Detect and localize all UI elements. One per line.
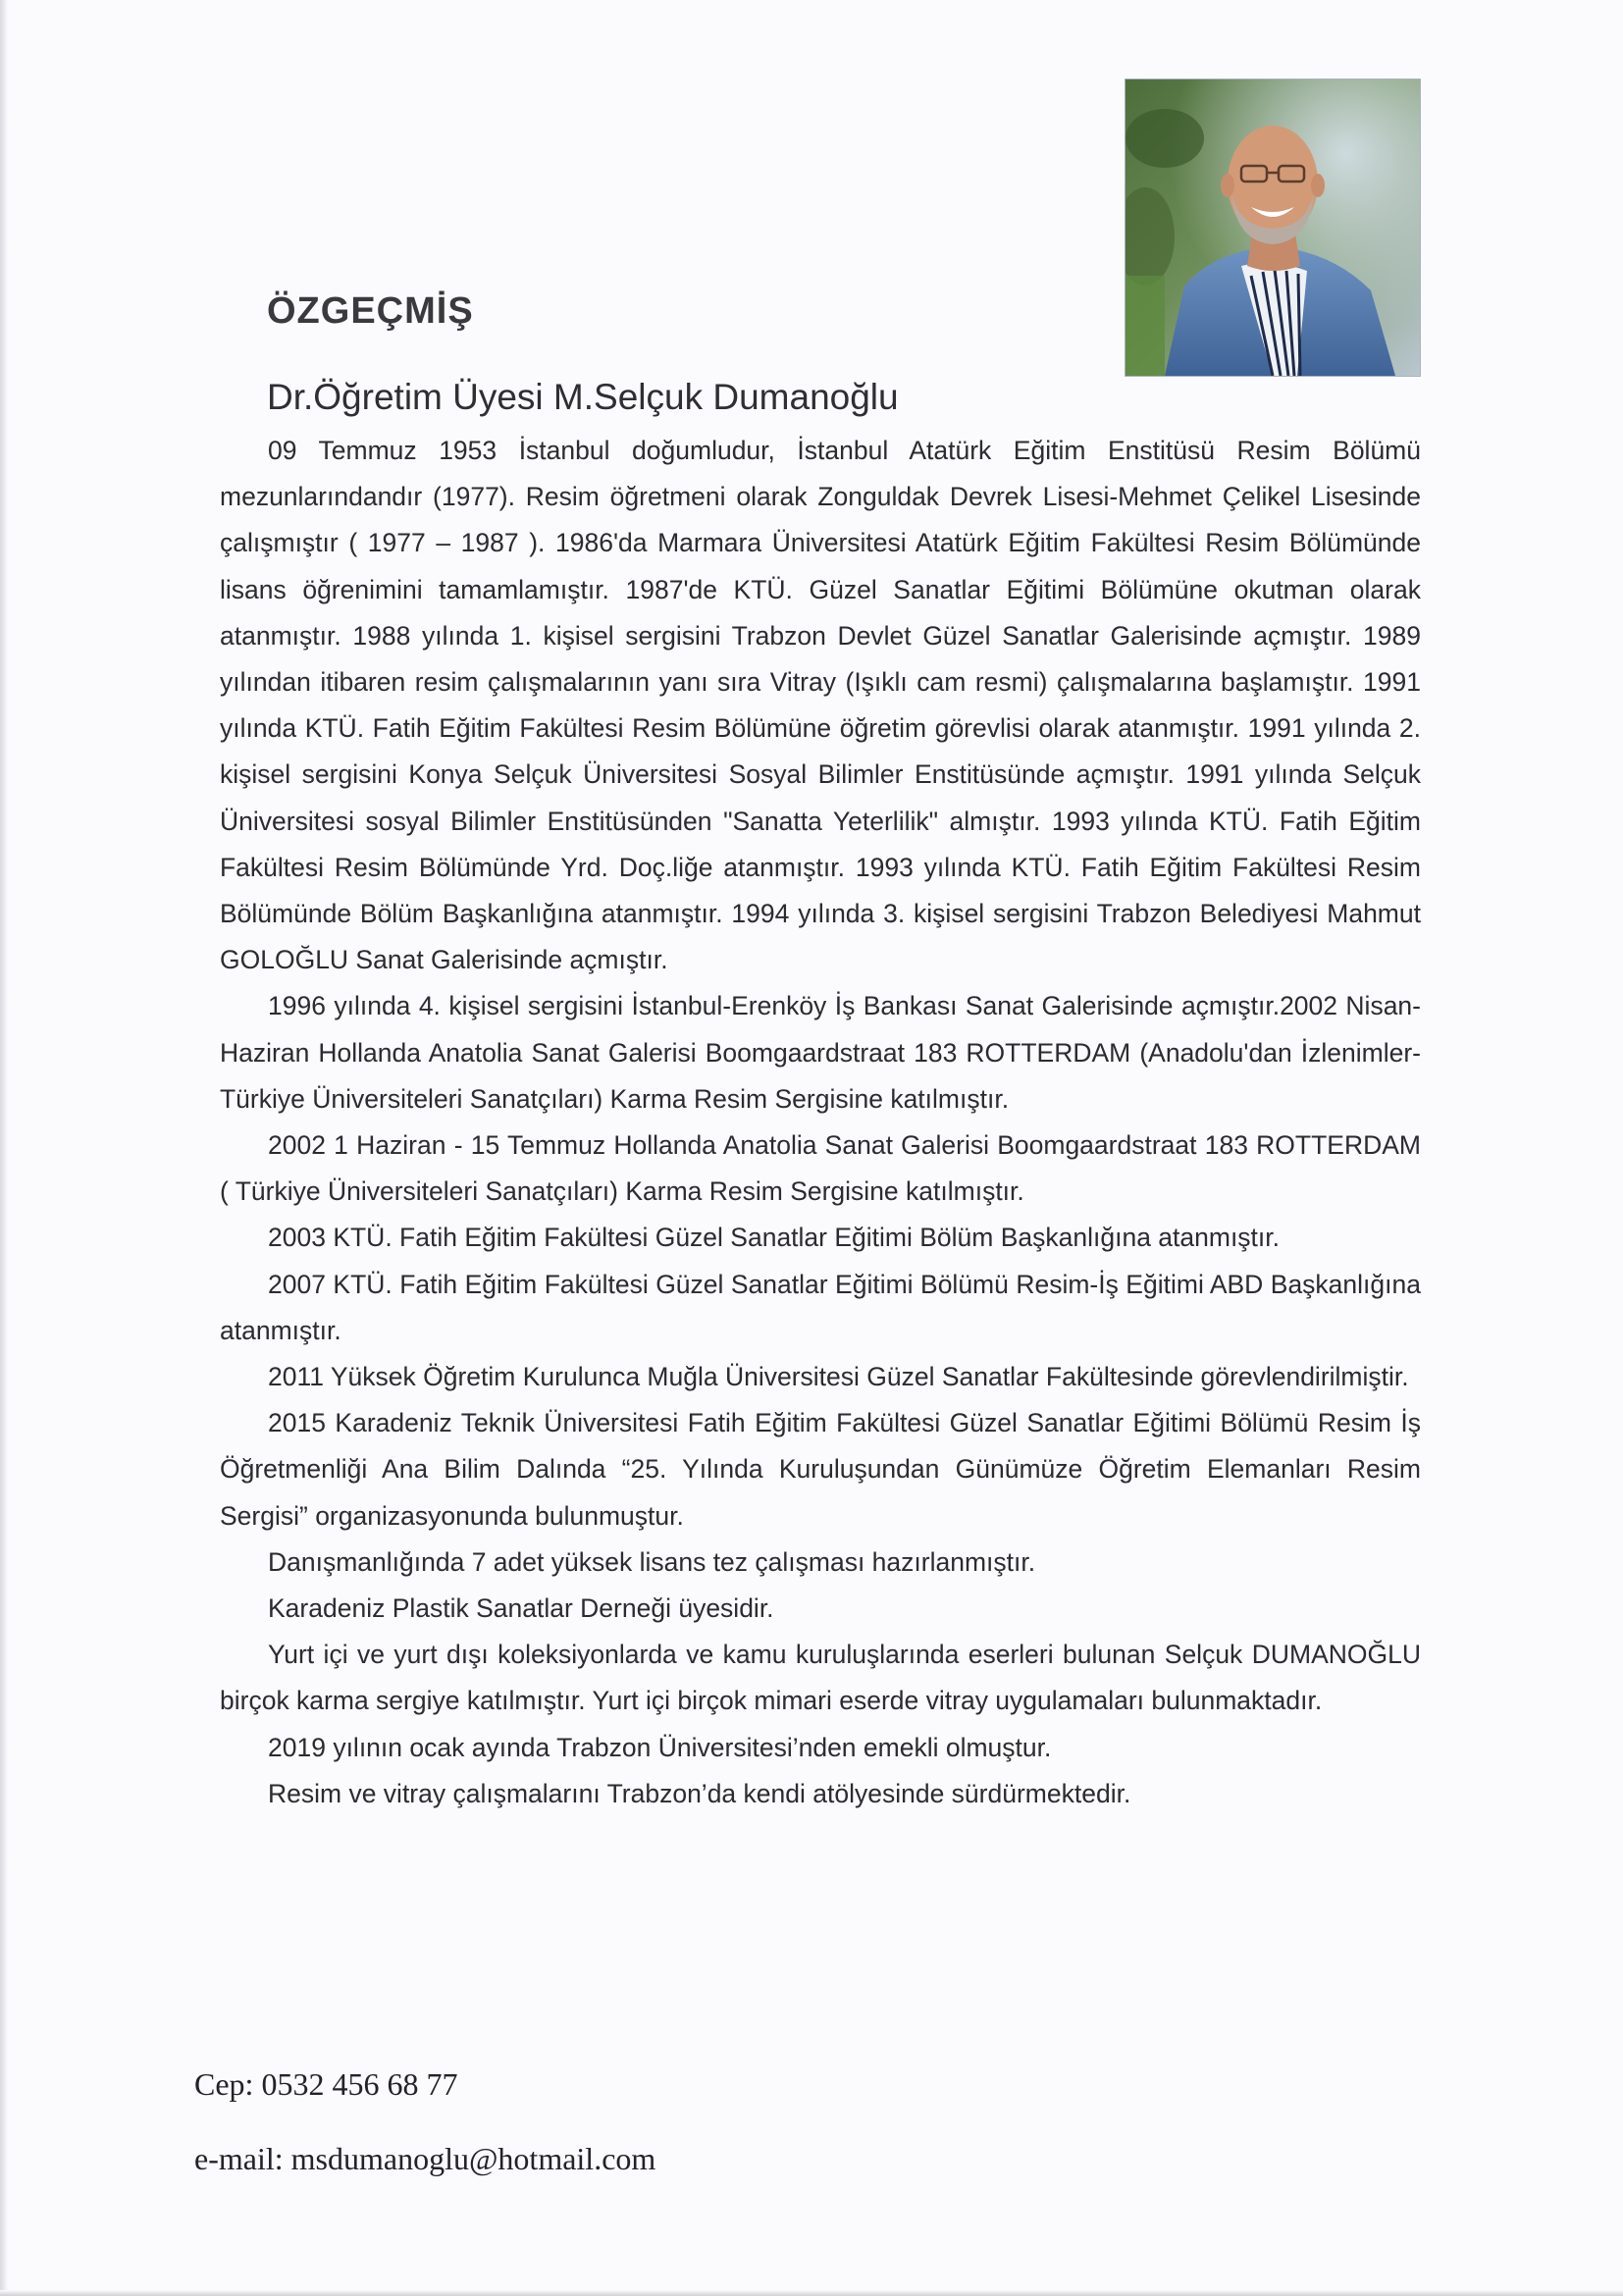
biography-paragraph: 1996 yılında 4. kişisel sergisini İstanbul-Erenköy İş Bankası Sanat Galerisinde açmıştır.2002 Nisan-Haziran Hollanda Anatolia Sanat Galerisi Boomgaardstraat 183 ROTTERDAM (Anadolu'dan İzlenimler-Türkiye Üniversiteleri Sanatçıları) Karma Resim Sergisine katılmıştır. <box>220 991 1421 1114</box>
page-edge-shadow-bottom <box>0 2290 1623 2296</box>
biography-paragraph: Yurt içi ve yurt dışı koleksiyonlarda ve kamu kuruluşlarında eserleri bulunan Selçuk DUMANOĞLU birçok karma sergiye katılmıştır. Yurt içi birçok mimari eserde vitray uygulamaları bulunmaktadır. <box>220 1640 1421 1716</box>
biography-paragraph: Resim ve vitray çalışmalarını Trabzon’da kendi atölyesinde sürdürmektedir. <box>268 1778 1131 1808</box>
biography-paragraph: 2011 Yüksek Öğretim Kurulunca Muğla Üniversitesi Güzel Sanatlar Fakültesinde görevlendirilmiştir. <box>268 1362 1409 1392</box>
page-heading: ÖZGEÇMİŞ <box>267 290 474 332</box>
biography-text <box>220 428 1421 1817</box>
biography-paragraph: Karadeniz Plastik Sanatlar Derneği üyesidir. <box>268 1593 774 1624</box>
biography-paragraph: 09 Temmuz 1953 İstanbul doğumludur, İstanbul Atatürk Eğitim Enstitüsü Resim Bölümü mezunlarındandır (1977). Resim öğretmeni olarak Zonguldak Devrek Lisesi-Mehmet Çelikel Lisesinde çalışmıştır ( 1977 – 1987 ). 1986'da Marmara Üniversitesi Atatürk Eğitim Fakültesi Resim Bölümünde lisans öğrenimini tamamlamıştır. 1987'de KTÜ. Güzel Sanatlar Eğitimi Bölümüne okutman olarak atanmıştır. 1988 yılında 1. kişisel sergisini Trabzon Devlet Güzel Sanatlar Galerisinde açmıştır. 1989 yılından itibaren resim çalışmalarının yanı sıra Vitray (Işıklı cam resmi) çalışmalarına başlamıştır. 1991 yılında KTÜ. Fatih Eğitim Fakültesi Resim Bölümüne öğretim görevlisi olarak atanmıştır. 1991 yılında 2. kişisel sergisini Konya Selçuk Üniversitesi Sosyal Bilimler Enstitüsünde açmıştır. 1991 yılında Selçuk Üniversitesi sosyal Bilimler Enstitüsünden "Sanatta Yeterlilik" almıştır. 1993 yılında KTÜ. Fatih Eğitim Fakültesi Resim Bölümünde Yrd. Doç.liğe atanmıştır. 1993 yılında KTÜ. Fatih Eğitim Fakültesi Resim Bölümünde Bölüm Başkanlığına atanmıştır. 1994 yılında 3. kişisel sergisini Trabzon Belediyesi Mahmut GOLOĞLU Sanat Galerisinde açmıştır. <box>220 436 1421 975</box>
biography-paragraph: 2015 Karadeniz Teknik Üniversitesi Fatih Eğitim Fakültesi Güzel Sanatlar Eğitimi Bölümü Resim İş Öğretmenliği Ana Bilim Dalında “25. Yılında Kuruluşundan Günümüze Öğretim Elemanları Resim Sergisi” organizasyonunda bulunmuştur. <box>220 1408 1421 1531</box>
person-name: Dr.Öğretim Üyesi M.Selçuk Dumanoğlu <box>267 377 899 417</box>
phone-number: Cep: 0532 456 68 77 <box>194 2066 458 2102</box>
biography-paragraph: 2007 KTÜ. Fatih Eğitim Fakültesi Güzel Sanatlar Eğitimi Bölümü Resim-İş Eğitimi ABD Başkanlığına atanmıştır. <box>220 1269 1421 1345</box>
biography-paragraph: 2002 1 Haziran - 15 Temmuz Hollanda Anatolia Sanat Galerisi Boomgaardstraat 183 ROTTERDAM ( Türkiye Üniversiteleri Sanatçıları) Karma Resim Sergisine katılmıştır. <box>220 1130 1421 1207</box>
portrait-photo <box>1125 78 1421 377</box>
biography-paragraph: 2019 yılının ocak ayında Trabzon Üniversitesi’nden emekli olmuştur. <box>268 1732 1052 1762</box>
biography-paragraph: 2003 KTÜ. Fatih Eğitim Fakültesi Güzel Sanatlar Eğitimi Bölüm Başkanlığına atanmıştır. <box>268 1223 1281 1253</box>
page-edge-shadow <box>0 0 8 2296</box>
biography-paragraph: Danışmanlığında 7 adet yüksek lisans tez çalışması hazırlanmıştır. <box>268 1546 1036 1577</box>
email-address: e-mail: msdumanoglu@hotmail.com <box>194 2141 656 2176</box>
